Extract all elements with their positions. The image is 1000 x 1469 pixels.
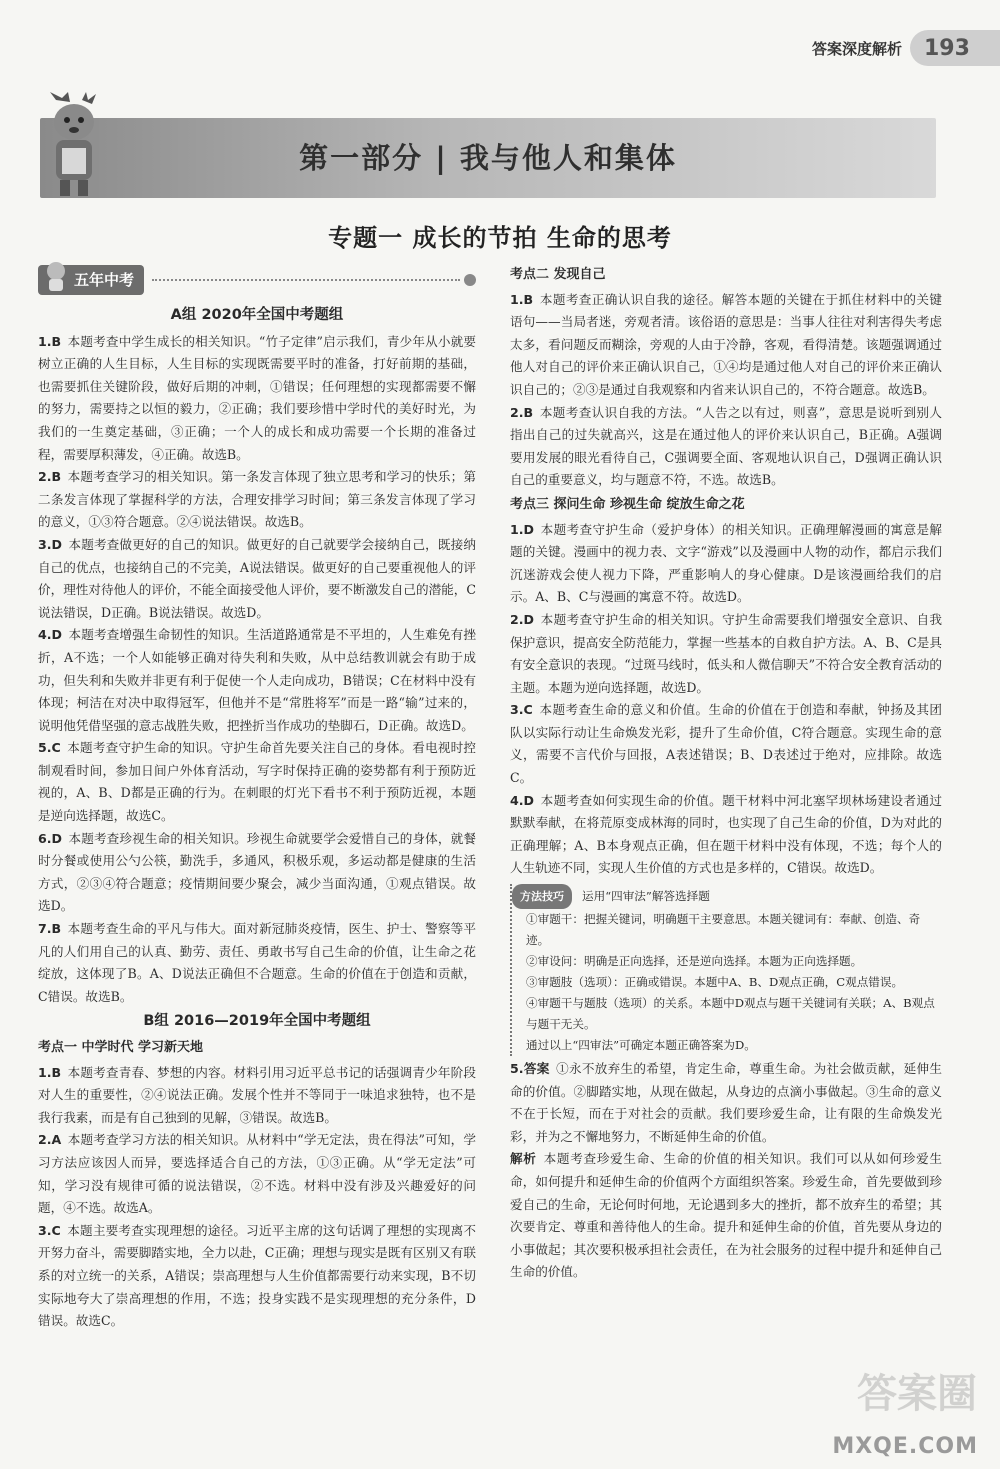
answer-id: 3.D [38,536,63,552]
answer-text: 本题考查守护生命的知识。守护生命首先要关注自己的身体。看电视时控制观看时间，参加日间户外体育活动，写字时保持正确的姿势都有利于预防近视的，A、B、D都是正确的行为。在刺眼的灯光下看书不利于预防近视，本题是逆向选择题，故选C。 [38,740,476,824]
kp-heading: 考点二 发现自己 [510,267,606,282]
method-header [512,884,942,909]
answer-text: 本题考查中学生成长的相关知识。“竹子定律”启示我们，青少年从小就要树立正确的人生目标，人生目标的实现既需要平时的准备，打好前期的基础，也需要抓住关键阶段，做好后期的冲刺，①错误；任何理想的实现都需要不懈的努力，需要持之以恒的毅力，②正确；我们要珍惜中学时代的美好时光，为我们的一生奠定基础，③正确；一个人的成长和成功需要一个长期的准备过程，需要厚积薄发，④正确。故选B。 [38,333,476,462]
kp-heading: 考点一 中学时代 学习新天地 [38,1040,204,1055]
answer-id: 6.D [38,830,63,846]
dotted-rule [152,279,460,281]
method-title: 运用“四审法”解答选择题 [582,889,710,904]
watermark-logo-text: 答案圈 [857,1371,977,1417]
answer-id: 2.B [510,404,534,420]
answer-item [510,699,942,789]
tag-box [38,265,144,296]
answer-item [510,289,942,402]
answer-item [38,828,476,918]
page-number: 193 [910,30,1000,66]
analysis-text: 本题考查珍爱生命、生命的价值的相关知识。我们可以从如何珍爱生命，如何提升和延伸生命的价值两个方面组织答案。珍爱生命，首先要做到珍爱自己的生命，无论何时何地，无论遇到多大的挫折，都不放弃生的希望；其次要肯定、尊重和善待他人的生命。提升和延伸生命的价值，首先要从身边的小事做起；其次要积极承担社会责任，在为社会服务的过程中提升和延伸自己生命的价值。 [510,1151,943,1280]
section-tag [38,262,476,298]
answer-id: 2.A [38,1132,62,1148]
answer-id: 5.答案 [510,1061,550,1077]
method-line: ④审题干与题肢（选项）的关系。本题中D观点与题干关键词有关联；A、B观点与题干无关。 [526,996,935,1032]
answer-item [510,519,942,609]
watermark-logo [842,1355,992,1435]
analysis-label: 解析 [510,1151,537,1167]
left-column [38,262,476,1333]
answer-id: 1.B [38,333,62,349]
answer-item [38,331,476,467]
answer-text: 本题考查生命的意义和价值。生命的价值在于创造和奉献，钟扬及其团队以实际行动让生命焕发光彩，提升了生命价值，C符合题意。实现生命的意义，需要不言代价与回报，A表述错误；B、D表述过于绝对，应排除。故选C。 [510,702,942,786]
answer-id: 4.D [38,627,63,643]
answer-item [38,737,476,827]
answer-id: 1.D [510,521,535,537]
answer-item [510,790,942,880]
part-banner [40,118,936,198]
method-badge: 方法技巧 [512,884,572,909]
answer-text: 本题考查青春、梦想的内容。材料引用习近平总书记的话强调青少年阶段对人生的重要性，②④说法正确。发展个性并不等同于一味追求独特，也不是我行我素，而是有自己独到的见解，③错误。故选B。 [38,1064,476,1125]
analysis-item [510,1148,942,1284]
answer-item [510,402,942,492]
dot-end [464,274,476,286]
answer-item [510,1058,942,1148]
answer-text: 本题考查做更好的自己的知识。做更好的自己就要学会接纳自己，既接纳自己的优点，也接纳自己的不完美，A说法错误。做更好的自己要重视他人的评价，理性对待他人的评价，不能全面接受他人评价，要不断激发自己的潜能，C说法错误，D正确。B说法错误。故选D。 [38,536,476,620]
answer-text: ①永不放弃生的希望，肯定生命，尊重生命。为社会做贡献，延伸生命的价值。②脚踏实地，从现在做起，从身边的点滴小事做起。③生命的意义不在于长短，而在于对社会的贡献。我们要珍爱生命，让有限的生命焕发光彩，并为之不懈地努力，不断延伸生命的价值。 [510,1061,942,1144]
answer-text: 本题主要考查实现理想的途径。习近平主席的这句话调了理想的实现离不开努力奋斗，需要脚踏实地，全力以赴，C正确；理想与现实是既有区别又有联系的对立统一的关系，A错误；崇高理想与人生价值都需要行动来实现，B不切实际地夸大了崇高理想的作用，不选；投身实践不是实现理想的充分条件，D错误。故选C。 [38,1222,476,1329]
tag-label: 五年中考 [74,270,135,289]
answer-item [510,609,942,699]
method-box [510,884,942,1056]
answer-item [38,1129,476,1219]
answer-text: 本题考查生命的平凡与伟大。面对新冠肺炎疫情，医生、护士、警察等平凡的人们用自己的认真、勤劳、责任、勇敢书写自己生命的价值，让生命之花绽放，这体现了B。A、D说法正确但不合题意。生命的价值在于创造和贡献，C错误。故选B。 [38,921,476,1004]
topic-title: 专题一 成长的节拍 生命的思考 [328,224,672,252]
method-line: 通过以上“四审法”可确定本题正确答案为D。 [526,1038,756,1053]
part-title: 第一部分 | 我与他人和集体 [299,141,677,175]
section-label: 答案深度解析 [811,39,902,58]
answer-item [38,534,476,624]
answer-text: 本题考查学习方法的相关知识。从材料中“学无定法，贵在得法”可知，学习方法应该因人而异，要选择适合自己的方法，①③正确。从“学无定法”可知，学习没有规律可循的说法错误，②不选。材料中没有涉及兴趣爱好的问题，④不选。故选A。 [38,1132,476,1216]
answer-text: 本题考查守护生命（爱护身体）的相关知识。正确理解漫画的寓意是解题的关键。漫画中的视力表、文字“游戏”以及漫画中人物的动作，都启示我们沉迷游戏会使人视力下降，严重影响人的身心健康。D是该漫画给我们的启示。A、B、C与漫画的寓意不符。故选D。 [510,521,942,605]
answer-id: 2.D [510,611,535,627]
answer-id: 4.D [510,792,535,808]
method-line: ②审设问：明确是正向选择，还是逆向选择。本题为正向选择题。 [526,954,863,969]
answer-id: 3.C [510,702,533,718]
answer-id: 7.B [38,921,62,937]
page-header [812,30,1000,66]
answer-text: 本题考查增强生命韧性的知识。生活道路通常是不平坦的，人生难免有挫折，A不选；一个人如能够正确对待失利和失败，从中总结教训就会有助于成功，但失利和失败并非更有利于促使一个人走向成功，B错误；C在材料中没有体现；柯洁在对决中取得冠军，但他并不是“常胜将军”而是一路“输”过来的，说明他凭借坚强的意志战胜失败，把挫折当作成功的垫脚石，D正确。故选D。 [38,627,476,733]
answer-text: 本题考查正确认识自我的途径。解答本题的关键在于抓住材料中的关键语句——当局者迷，旁观者清。该俗语的意思是：当事人往往对利害得失考虑太多，看问题反而糊涂，旁观的人由于冷静，客观，看得清楚。该题强调通过他人对自己的评价来正确认识自己，①④均是通过他人对自己的评价来正确认识自己的；②③是通过自我观察和内省来认识自己的，不符合题意。故选B。 [510,291,942,397]
answer-id: 1.B [510,291,534,307]
method-line: ①审题干：把握关键词，明确题干主要意思。本题关键词有：奉献、创造、奇迹。 [526,912,921,948]
answer-id: 1.B [38,1064,62,1080]
answer-text: 本题考查认识自我的方法。“人告之以有过，则喜”，意思是说听到别人指出自己的过失就高兴，这是在通过他人的评价来认识自己，B正确。A强调要用发展的眼光看待自己，C强调要全面、客观地认识自己，D强调正确认识自己的重要意义，均与题意不符，不选。故选B。 [510,404,942,488]
answer-id: 5.C [38,740,61,756]
watermark-url: MXQE.COM [832,1434,978,1459]
answer-text: 本题考查守护生命的相关知识。守护生命需要我们增强安全意识、自我保护意识，提高安全防范能力，掌握一些基本的自救自护方法。A、B、C是具有安全意识的表现。“过斑马线时，低头和人微信聊天”不符合安全教育活动的主题。本题为逆向选择题，故选D。 [510,611,942,695]
answer-item [38,1220,476,1333]
answer-item [38,918,476,1008]
answer-item [38,466,476,534]
answer-text: 本题考查珍视生命的相关知识。珍视生命就要学会爱惜自己的身体，就餐时分餐或使用公勺公筷，勤洗手，多通风，积极乐观，多运动都是健康的生活方式，②③④符合题意；疫情期间要少聚会，减少当面沟通，①观点错误。故选D。 [38,830,476,914]
group-a-heading: A组 2020年全国中考题组 [170,307,344,323]
answer-item [38,624,476,737]
answer-item [38,1062,476,1130]
group-b-heading: B组 2016—2019年全国中考题组 [143,1013,371,1030]
answer-id: 3.C [38,1222,61,1238]
mascot-small-icon [42,259,70,293]
right-column [510,262,942,1284]
answer-id: 2.B [38,469,62,485]
mascot-icon [42,92,104,202]
kp-heading: 考点三 探问生命 珍视生命 绽放生命之花 [510,496,745,512]
method-line: ③审题肢（选项）：正确或错误。本题中A、B、D观点正确，C观点错误。 [526,975,904,990]
answer-text: 本题考查如何实现生命的价值。题干材料中河北塞罕坝林场建设者通过默默奉献，在将荒原变成林海的同时，也实现了自己生命的价值，D为对此的正确理解；A、B本身观点正确，但在题干材料中没有体现，不选；每个人的人生轨迹不同，实现人生价值的方式也是多样的，C错误。故选D。 [510,792,942,876]
answer-text: 本题考查学习的相关知识。第一条发言体现了独立思考和学习的快乐；第二条发言体现了掌握科学的方法，合理安排学习时间；第三条发言体现了学习的意义，①③符合题意。②④说法错误。故选B。 [38,469,476,530]
